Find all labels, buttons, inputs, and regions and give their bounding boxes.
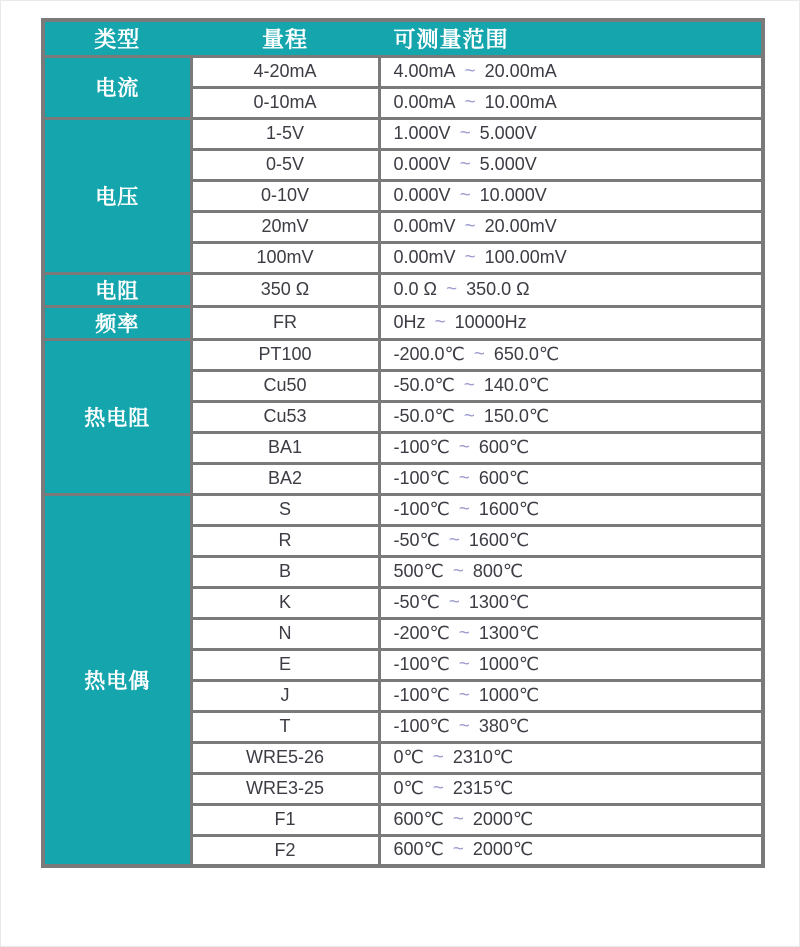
tilde-separator: ~: [432, 777, 444, 799]
measurable-range-cell: [379, 118, 763, 149]
table-row: [43, 273, 763, 306]
measurable-range-cell: [379, 463, 763, 494]
range-high-value: 1600℃: [468, 529, 530, 550]
range-high-value: 600℃: [478, 467, 530, 488]
range-cell: 100mV: [191, 242, 379, 273]
tilde-separator: ~: [458, 467, 470, 489]
range-cell: 1-5V: [191, 118, 379, 149]
range-high-value: 1000℃: [478, 684, 540, 705]
measurable-range-cell: [379, 370, 763, 401]
measurable-range-cell: [379, 804, 763, 835]
measurable-range-cell: [379, 618, 763, 649]
tilde-separator: ~: [458, 622, 470, 644]
tilde-separator: ~: [463, 374, 475, 396]
range-low-value: 0.00mV: [393, 246, 456, 267]
range-low-value: 0Hz: [393, 311, 426, 332]
table-row: [43, 339, 763, 370]
tilde-separator: ~: [434, 311, 446, 333]
range-low-value: -50℃: [393, 591, 440, 612]
tilde-separator: ~: [432, 746, 444, 768]
measurable-range-cell: [379, 773, 763, 804]
range-high-value: 150.0℃: [483, 405, 550, 426]
measurable-range-cell: [379, 587, 763, 618]
measurable-range-cell: [379, 711, 763, 742]
range-cell: R: [191, 525, 379, 556]
range-high-value: 10.00mA: [484, 91, 557, 112]
range-high-value: 5.000V: [479, 153, 537, 174]
category-cell: 电阻: [43, 273, 191, 306]
range-low-value: 0.00mA: [393, 91, 456, 112]
measurable-range-cell: [379, 432, 763, 463]
range-high-value: 20.00mV: [484, 215, 557, 236]
range-low-value: 0.000V: [393, 184, 451, 205]
range-low-value: -200.0℃: [393, 343, 465, 364]
range-low-value: 0℃: [393, 777, 424, 798]
tilde-separator: ~: [459, 122, 471, 144]
range-high-value: 1000℃: [478, 653, 540, 674]
range-low-value: -100℃: [393, 436, 450, 457]
measurable-range-cell: [379, 180, 763, 211]
range-low-value: -50.0℃: [393, 374, 455, 395]
range-cell: BA2: [191, 463, 379, 494]
range-cell: 0-10V: [191, 180, 379, 211]
range-high-value: 2000℃: [472, 839, 534, 860]
range-low-value: 0.0 Ω: [393, 278, 437, 299]
range-high-value: 1300℃: [468, 591, 530, 612]
tilde-separator: ~: [459, 184, 471, 206]
measurable-range-cell: [379, 742, 763, 773]
range-cell: 4-20mA: [191, 56, 379, 87]
range-cell: B: [191, 556, 379, 587]
range-low-value: 0.00mV: [393, 215, 456, 236]
tilde-separator: ~: [458, 715, 470, 737]
tilde-separator: ~: [463, 405, 475, 427]
range-low-value: 0.000V: [393, 153, 451, 174]
range-cell: N: [191, 618, 379, 649]
range-cell: T: [191, 711, 379, 742]
range-low-value: 600℃: [393, 839, 444, 860]
range-low-value: -100℃: [393, 498, 450, 519]
measurable-range-cell: [379, 242, 763, 273]
tilde-separator: ~: [452, 808, 464, 830]
measurable-range-cell: [379, 149, 763, 180]
range-high-value: 2000℃: [472, 808, 534, 829]
measurable-range-cell: [379, 525, 763, 556]
measurable-range-cell: [379, 494, 763, 525]
range-high-value: 2310℃: [452, 746, 514, 767]
range-cell: 20mV: [191, 211, 379, 242]
range-high-value: 10000Hz: [454, 311, 527, 332]
tilde-separator: ~: [473, 343, 485, 365]
range-cell: BA1: [191, 432, 379, 463]
range-high-value: 10.000V: [479, 184, 547, 205]
measurable-range-cell: [379, 306, 763, 339]
spec-table: [41, 18, 765, 868]
range-cell: 0-5V: [191, 149, 379, 180]
measurable-range-cell: [379, 680, 763, 711]
range-high-value: 1300℃: [478, 622, 540, 643]
range-cell: 0-10mA: [191, 87, 379, 118]
category-cell: 频率: [43, 306, 191, 339]
tilde-separator: ~: [458, 684, 470, 706]
range-high-value: 350.0 Ω: [466, 278, 530, 299]
tilde-separator: ~: [448, 529, 460, 551]
range-high-value: 380℃: [478, 715, 530, 736]
tilde-separator: ~: [458, 498, 470, 520]
range-low-value: -100℃: [393, 715, 450, 736]
measurable-range-cell: [379, 556, 763, 587]
tilde-separator: ~: [458, 436, 470, 458]
measurable-range-cell: [379, 211, 763, 242]
range-cell: S: [191, 494, 379, 525]
header-range: 量程: [191, 20, 379, 56]
table-row: [43, 306, 763, 339]
range-high-value: 2315℃: [452, 777, 514, 798]
range-low-value: -100℃: [393, 684, 450, 705]
range-cell: FR: [191, 306, 379, 339]
tilde-separator: ~: [448, 591, 460, 613]
range-cell: Cu53: [191, 401, 379, 432]
range-cell: PT100: [191, 339, 379, 370]
tilde-separator: ~: [459, 153, 471, 175]
range-low-value: -50.0℃: [393, 405, 455, 426]
range-high-value: 140.0℃: [483, 374, 550, 395]
range-cell: J: [191, 680, 379, 711]
range-cell: F1: [191, 804, 379, 835]
measurable-range-cell: [379, 339, 763, 370]
measurable-range-cell: [379, 56, 763, 87]
table-row: [43, 118, 763, 149]
tilde-separator: ~: [445, 278, 458, 300]
tilde-separator: ~: [464, 215, 476, 237]
range-low-value: -200℃: [393, 622, 450, 643]
range-low-value: 0℃: [393, 746, 424, 767]
header-type: 类型: [43, 20, 191, 56]
range-high-value: 800℃: [472, 560, 524, 581]
tilde-separator: ~: [464, 246, 476, 268]
measurable-range-cell: [379, 649, 763, 680]
range-low-value: 600℃: [393, 808, 444, 829]
range-cell: WRE3-25: [191, 773, 379, 804]
range-low-value: 4.00mA: [393, 60, 456, 81]
header-measurable-range: 可测量范围: [379, 20, 763, 56]
range-high-value: 600℃: [478, 436, 530, 457]
range-high-value: 650.0℃: [493, 343, 560, 364]
table-row: [43, 494, 763, 525]
range-low-value: 500℃: [393, 560, 444, 581]
category-cell: 电流: [43, 56, 191, 118]
range-cell: Cu50: [191, 370, 379, 401]
measurable-range-cell: [379, 401, 763, 432]
range-low-value: 1.000V: [393, 122, 451, 143]
table-header: [43, 20, 763, 56]
range-low-value: -100℃: [393, 653, 450, 674]
range-high-value: 20.00mA: [484, 60, 557, 81]
range-low-value: -50℃: [393, 529, 440, 550]
range-cell: 350 Ω: [191, 273, 379, 306]
range-cell: K: [191, 587, 379, 618]
header-row: [43, 20, 763, 56]
range-cell: WRE5-26: [191, 742, 379, 773]
tilde-separator: ~: [464, 60, 476, 82]
category-cell: 热电偶: [43, 494, 191, 866]
range-cell: E: [191, 649, 379, 680]
range-high-value: 100.00mV: [484, 246, 567, 267]
range-low-value: -100℃: [393, 467, 450, 488]
tilde-separator: ~: [452, 560, 464, 582]
range-cell: F2: [191, 835, 379, 866]
range-high-value: 5.000V: [479, 122, 537, 143]
tilde-separator: ~: [464, 91, 476, 113]
category-cell: 电压: [43, 118, 191, 273]
tilde-separator: ~: [452, 839, 464, 861]
category-cell: 热电阻: [43, 339, 191, 494]
measurable-range-cell: [379, 835, 763, 866]
tilde-separator: ~: [458, 653, 470, 675]
table-row: [43, 56, 763, 87]
measurable-range-cell: [379, 273, 763, 306]
range-high-value: 1600℃: [478, 498, 540, 519]
spec-table-body: [43, 56, 763, 866]
measurable-range-cell: [379, 87, 763, 118]
